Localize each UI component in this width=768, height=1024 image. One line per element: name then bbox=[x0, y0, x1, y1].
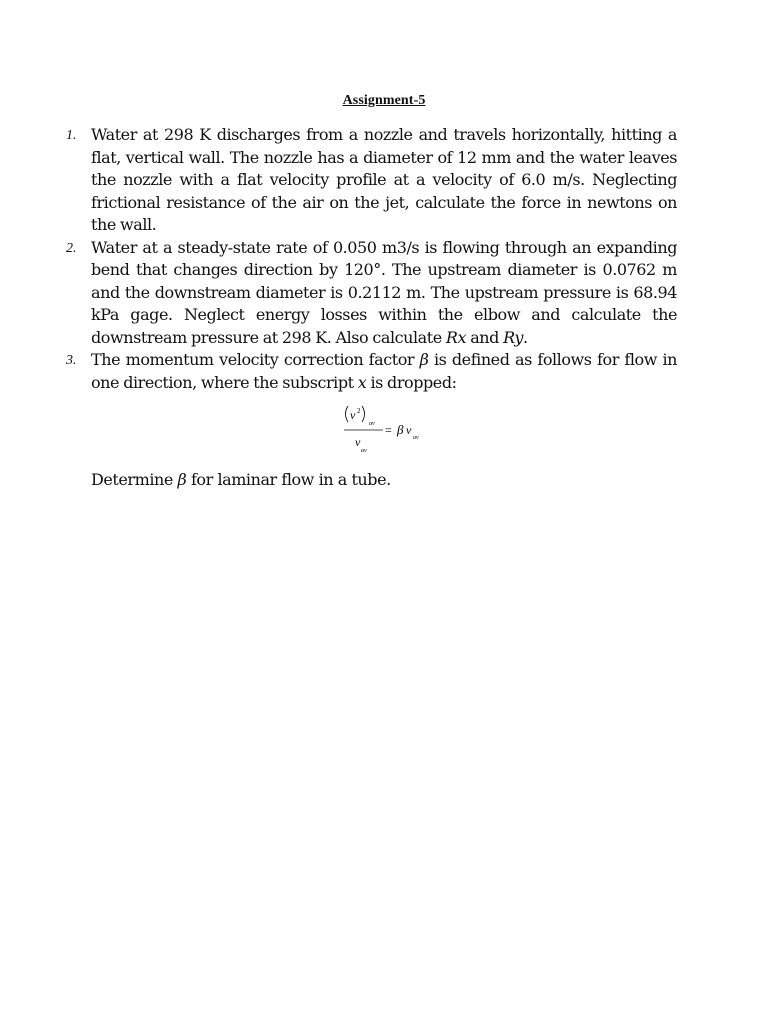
problem-number-3: 3. bbox=[66, 353, 77, 368]
denominator-base: v bbox=[355, 435, 361, 449]
problem-text-3-b: is defined as follows for flow in one direction, where the subscript bbox=[91, 350, 677, 392]
left-paren bbox=[346, 406, 349, 422]
problem-list bbox=[66, 124, 677, 394]
problem-text-2-main: Water at a steady-state rate of 0.050 m3/s is flowing through an expanding bend that changes direction by 120°. The upstream diameter is 0.0762 m and the downstream diameter is 0.2112 m. The upstream pressure is 68.94 kPa gage. Neglect energy losses within the elbow and calculate the downstream pressure at 298 K. Also calculate bbox=[91, 237, 677, 347]
problem-item-1 bbox=[66, 124, 677, 237]
problem-text-2 bbox=[91, 237, 677, 350]
beta-symbol: β bbox=[419, 350, 429, 369]
momentum-correction-equation bbox=[340, 402, 440, 458]
problem-text-2-and: and bbox=[466, 327, 504, 347]
determine-text-b: for laminar flow in a tube. bbox=[186, 470, 391, 489]
rhs-subscript: av bbox=[413, 435, 419, 441]
determine-text-a: Determine bbox=[91, 470, 178, 489]
problem-item-3 bbox=[66, 349, 677, 394]
right-paren bbox=[362, 406, 365, 422]
document-title: Assignment-5 bbox=[342, 93, 426, 108]
ry-symbol: Ry bbox=[503, 327, 523, 347]
problem-text-1: Water at 298 K discharges from a nozzle and travels horizontally, hitting a flat, vertical wall. The nozzle has a diameter of 12 mm and the water leaves the nozzle with a flat velocity profile at a velocity of 6.0 m/s. Neglecting frictional resistance of the air on the jet, calculate the force in newtons on the wall. bbox=[91, 125, 677, 234]
numerator-subscript: av bbox=[369, 421, 375, 427]
denominator-subscript: av bbox=[361, 448, 367, 454]
numerator-exponent: 2 bbox=[357, 407, 361, 415]
problem-text-3 bbox=[91, 349, 677, 394]
problem-number-1: 1. bbox=[66, 128, 77, 143]
problem-text-2-end: . bbox=[523, 327, 528, 347]
rhs-base: v bbox=[406, 423, 412, 437]
rx-symbol: Rx bbox=[445, 327, 467, 347]
problem-text-3-a: The momentum velocity correction factor bbox=[91, 350, 420, 369]
equals-sign: = bbox=[385, 423, 392, 437]
numerator-base: v bbox=[350, 408, 356, 422]
determine-line bbox=[91, 469, 391, 491]
problem-number-2: 2. bbox=[66, 240, 77, 256]
problem-text-3-c: is dropped: bbox=[366, 372, 457, 392]
problem-item-2 bbox=[66, 237, 677, 350]
rhs-beta: β bbox=[397, 422, 404, 437]
x-symbol: x bbox=[357, 372, 367, 392]
determine-beta: β bbox=[177, 470, 187, 489]
